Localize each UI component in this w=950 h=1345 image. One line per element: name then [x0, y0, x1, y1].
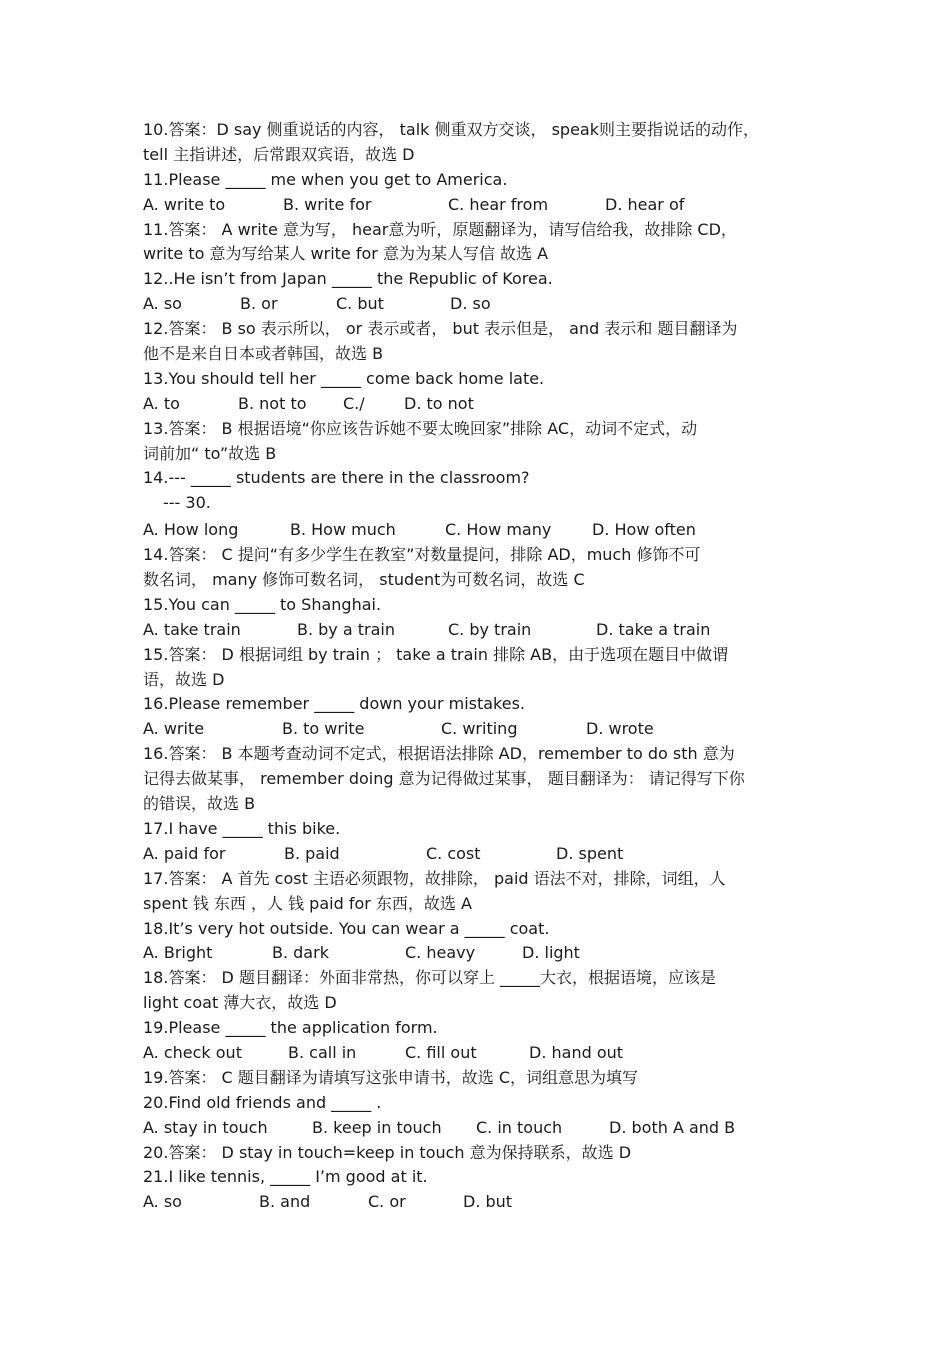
question-20: 20.Find old friends and _____ .	[143, 1092, 382, 1112]
question-19: 19.Please _____ the application form.	[143, 1018, 438, 1038]
option-c: C. by train	[448, 619, 532, 639]
option-d: D. but	[463, 1192, 513, 1212]
answer-14-line-1: 14.答案： C 提问“有多少学生在教室”对数量提问，排除 AD，much 修饰不可	[143, 545, 701, 565]
question-20-options	[143, 1116, 818, 1141]
question-11-options	[143, 193, 818, 218]
option-b: B. keep in touch	[312, 1117, 442, 1137]
question-14: 14.--- _____ students are there in the classroom?	[143, 468, 530, 488]
option-d: D. hand out	[529, 1042, 624, 1062]
question-15: 15.You can _____ to Shanghai.	[143, 594, 382, 614]
option-c: C. heavy	[405, 943, 476, 963]
option-b: B. How much	[290, 520, 396, 540]
question-21: 21.I like tennis, _____ I’m good at it.	[143, 1167, 428, 1187]
question-12: 12..He isn’t from Japan _____ the Republic of Korea.	[143, 269, 553, 289]
option-a: A. so	[143, 1192, 182, 1212]
question-13: 13.You should tell her _____ come back home late.	[143, 368, 545, 388]
question-16: 16.Please remember _____ down your mistakes.	[143, 694, 526, 714]
option-d: D. wrote	[586, 719, 654, 739]
question-12-options	[143, 292, 818, 317]
exercise-content	[143, 118, 818, 1215]
option-b: B. call in	[288, 1042, 357, 1062]
answer-11-line-2: write to 意为写给某人 write for 意为为某人写信 故选 A	[143, 244, 549, 264]
option-a: A. paid for	[143, 843, 226, 863]
option-d: D. spent	[556, 843, 624, 863]
option-c: C. fill out	[405, 1042, 477, 1062]
answer-10-line-1: 10.答案：D say 侧重说话的内容， talk 侧重双方交谈， speak则主要指说话的动作，	[143, 120, 760, 139]
option-d: D. both A and B	[609, 1117, 736, 1137]
option-b: B. or	[240, 294, 278, 314]
option-d: D. light	[522, 943, 580, 963]
option-d: D. take a train	[596, 619, 711, 639]
answer-18-line-1: 18.答案： D 题目翻译：外面非常热，你可以穿上 _____大衣，根据语境，应该是	[143, 968, 717, 988]
answer-20-line-1: 20.答案： D stay in touch=keep in touch 意为保持联系，故选 D	[143, 1142, 632, 1162]
answer-11-line-1: 11.答案： A write 意为写， hear意为听，原题翻译为，请写信给我，故排除 CD，	[143, 219, 737, 239]
question-19-options	[143, 1041, 818, 1066]
option-d: D. so	[450, 294, 491, 314]
option-b: B. by a train	[297, 619, 395, 639]
answer-17-line-2: spent 钱 东西 ，人 钱 paid for 东西，故选 A	[143, 893, 472, 913]
question-14-reply: --- 30.	[163, 493, 211, 513]
answer-12-line-2: 他不是来自日本或者韩国，故选 B	[143, 344, 384, 364]
option-c: C. hear from	[448, 194, 549, 214]
option-c: C. in touch	[476, 1117, 563, 1137]
answer-14-line-2: 数名词， many 修饰可数名词， student为可数名词，故选 C	[143, 570, 585, 590]
option-d: D. hear of	[605, 194, 685, 214]
option-d: D. to not	[404, 393, 474, 413]
option-a: A. write	[143, 719, 205, 739]
option-d: D. How often	[592, 520, 696, 540]
option-a: A. Bright	[143, 943, 213, 963]
option-a: A. How long	[143, 520, 239, 540]
option-b: B. dark	[272, 943, 329, 963]
question-15-options	[143, 618, 818, 643]
question-18-options	[143, 941, 818, 966]
answer-17-line-1: 17.答案： A 首先 cost 主语必须跟物，故排除， paid 语法不对，排除，词组，人	[143, 868, 726, 888]
option-c: C./	[343, 393, 365, 413]
option-c: C. writing	[441, 719, 518, 739]
answer-16-line-3: 的错误，故选 B	[143, 794, 256, 814]
question-21-options	[143, 1190, 818, 1215]
option-a: A. so	[143, 294, 182, 314]
option-c: C. or	[368, 1192, 406, 1212]
option-c: C. cost	[426, 843, 481, 863]
question-14-options	[143, 518, 818, 543]
answer-18-line-2: light coat 薄大衣，故选 D	[143, 993, 337, 1013]
answer-13-line-2: 词前加“ to”故选 B	[143, 443, 277, 463]
option-a: A. write to	[143, 194, 226, 214]
question-17: 17.I have _____ this bike.	[143, 818, 341, 838]
option-b: B. not to	[238, 393, 307, 413]
question-16-options	[143, 717, 818, 742]
option-a: A. take train	[143, 619, 241, 639]
answer-12-line-1: 12.答案： B so 表示所以， or 表示或者， but 表示但是， and 表示和 题目翻译为	[143, 319, 738, 339]
question-18: 18.It’s very hot outside. You can wear a _____ coat.	[143, 918, 550, 938]
option-c: C. How many	[445, 520, 552, 540]
option-c: C. but	[336, 294, 384, 314]
answer-10-line-2: tell 主指讲述，后常跟双宾语，故选 D	[143, 144, 415, 164]
answer-15-line-1: 15.答案： D 根据词组 by train ； take a train 排除 AB，由于选项在题目中做谓	[143, 644, 729, 664]
option-a: A. check out	[143, 1042, 242, 1062]
option-b: B. write for	[283, 194, 372, 214]
option-b: B. to write	[282, 719, 365, 739]
answer-13-line-1: 13.答案： B 根据语境“你应该告诉她不要太晚回家”排除 AC，动词不定式，动	[143, 418, 698, 438]
option-a: A. to	[143, 393, 180, 413]
answer-15-line-2: 语，故选 D	[143, 669, 225, 689]
question-17-options	[143, 842, 818, 867]
answer-16-line-2: 记得去做某事， remember doing 意为记得做过某事， 题目翻译为： 请记得写下你	[143, 769, 745, 789]
question-13-options	[143, 392, 818, 417]
question-11: 11.Please _____ me when you get to America.	[143, 169, 508, 189]
answer-16-line-1: 16.答案： B 本题考查动词不定式，根据语法排除 AD，remember to do sth 意为	[143, 744, 735, 764]
option-a: A. stay in touch	[143, 1117, 268, 1137]
answer-19-line-1: 19.答案： C 题目翻译为请填写这张申请书，故选 C，词组意思为填写	[143, 1067, 639, 1087]
option-b: B. and	[259, 1192, 311, 1212]
option-b: B. paid	[284, 843, 340, 863]
